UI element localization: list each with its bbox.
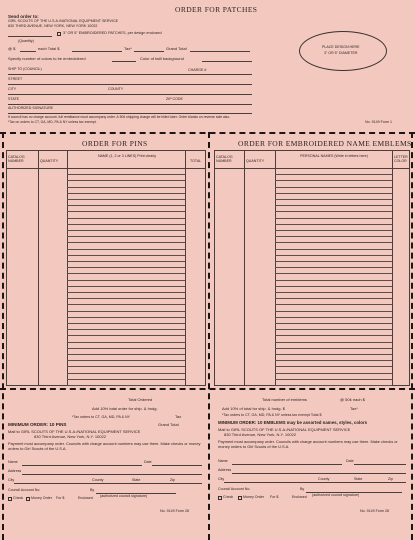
emblems-col-names: PERSONAL NAMES (Write in letters here) [300, 154, 368, 158]
ruled-line [67, 311, 185, 312]
ruled-line [275, 230, 392, 231]
ruled-line [67, 335, 185, 336]
pins-city-field[interactable] [14, 483, 202, 484]
ruled-line [275, 205, 392, 206]
ruled-line [275, 329, 392, 330]
pins-add-fee: Add 10% total order for ship. & hndg. [92, 406, 158, 411]
ruled-line [275, 267, 392, 268]
pins-form-number: No. 9149 Form 28 [160, 509, 189, 513]
ruled-line [275, 304, 392, 305]
pins-address-field[interactable] [22, 474, 202, 475]
total-field[interactable] [72, 51, 122, 52]
ruled-line [67, 249, 185, 250]
emblems-zip-label: Zip [388, 477, 393, 481]
pins-money-order-label: Money Order [31, 496, 52, 500]
emblems-check-checkbox[interactable] [218, 496, 222, 500]
address-line-1: GIRL SCOUTS OF THE U.S.A./NATIONAL EQUIPMENT SERVICE [8, 19, 119, 23]
ruled-line [275, 255, 392, 256]
ruled-line [67, 273, 185, 274]
ruled-line [67, 366, 185, 367]
ruled-line [275, 354, 392, 355]
address-line-2: 830 THIRD AVENUE, NEW YORK, NEW YORK 10022 [8, 24, 98, 28]
emblems-at-each: @ 50¢ each $ [340, 397, 365, 402]
top-note-1: If council has no charge account, full remittance must accompany order. A 50¢ shipping charge will be billed later. Order blanks on reverse side also. [8, 115, 231, 119]
ruled-line [67, 236, 185, 237]
pins-col-name: NAME (1, 2 or 3 LINES) Print clearly [97, 154, 157, 158]
each-total-label: each Total $ [38, 46, 60, 51]
ruled-line [67, 304, 185, 305]
ruled-line [275, 335, 392, 336]
ruled-line [275, 273, 392, 274]
ruled-line [275, 317, 392, 318]
emblems-for-label: For $ [270, 495, 279, 499]
ruled-line [67, 317, 185, 318]
ruled-line [275, 261, 392, 262]
emblems-authorized-label: (authorized council signature) [312, 493, 360, 497]
pins-state-label: State [132, 478, 141, 482]
each-price-field[interactable] [20, 51, 36, 52]
ruled-line [275, 174, 392, 175]
ruled-line [275, 373, 392, 374]
ruled-line [67, 267, 185, 268]
pins-tax-label: Tax [175, 414, 182, 419]
tax-field[interactable] [134, 51, 164, 52]
ruled-line [275, 286, 392, 287]
pins-col-total: TOTAL [190, 159, 202, 163]
pins-check-label: Check [13, 496, 24, 500]
ruled-line [67, 354, 185, 355]
ruled-line [275, 180, 392, 181]
pins-col-quantity: QUANTITY [40, 159, 59, 163]
emblems-address-field[interactable] [232, 473, 406, 474]
pins-name-field[interactable] [22, 465, 142, 466]
pins-payment-note: Payment must accompany order. Councils with charge account numbers may use them. Make checks or money orders to Girl Scouts of the U.S.A. [8, 441, 201, 451]
ruled-line [275, 249, 392, 250]
ruled-line [275, 385, 392, 386]
ruled-line [67, 385, 185, 386]
at-sign: @ $ [8, 46, 16, 51]
ruled-line [275, 187, 392, 188]
emblems-minimum: MINIMUM ORDER: 10 EMBLEMS may be assorted names, styles, colors [218, 420, 368, 425]
pins-check-checkbox[interactable] [8, 497, 12, 501]
ruled-line [67, 379, 185, 380]
ruled-line [67, 174, 185, 175]
city-label: CITY [8, 87, 17, 91]
county-label: COUNTY [108, 87, 124, 91]
ruled-line [67, 205, 185, 206]
pins-date-label: Date [144, 460, 152, 464]
pins-money-order-checkbox[interactable] [26, 497, 30, 501]
emblems-name-rows[interactable] [275, 168, 392, 386]
specify-colors-label: Specify number of colors to be embroidered [8, 56, 86, 61]
pins-title: ORDER FOR PINS [82, 139, 148, 148]
emblems-city-label: City [218, 477, 225, 481]
ruled-line [275, 379, 392, 380]
emblems-tax-note: *Tax orders to CT, GA, MD, PA & NY unless tax exempt Total $ [222, 413, 322, 417]
emblems-name-field[interactable] [232, 464, 342, 465]
ship-to-field[interactable] [8, 74, 252, 75]
ruled-line [275, 242, 392, 243]
ruled-line [275, 280, 392, 281]
ruled-line [275, 311, 392, 312]
emblems-county-label: County [318, 477, 330, 481]
ruled-line [67, 255, 185, 256]
emblems-col-letter-color: LETTER COLOR [394, 155, 408, 163]
ruled-line [67, 292, 185, 293]
pins-grand-total: Grand Total [158, 422, 179, 427]
patch-3in-checkbox[interactable] [57, 32, 61, 36]
emblems-title: ORDER FOR EMBROIDERED NAME EMBLEMS [238, 139, 412, 148]
ruled-line [275, 236, 392, 237]
signature-field[interactable] [8, 113, 252, 114]
ruled-line [67, 348, 185, 349]
street-field[interactable] [8, 84, 252, 85]
ruled-line [67, 342, 185, 343]
ruled-line [275, 360, 392, 361]
grand-total-field[interactable] [190, 51, 250, 52]
ruled-line [67, 286, 185, 287]
ruled-line [67, 199, 185, 200]
street-label: STREET [8, 77, 23, 81]
ruled-line [67, 187, 185, 188]
quantity-label: (Quantity) [18, 39, 34, 43]
patch-options-text: 3" OR 5" EMBROIDERED PATCHES, per design enclosed [63, 31, 162, 35]
state-label: STATE [8, 97, 20, 101]
pins-subtotal: Total Ordered [128, 397, 153, 402]
emblems-col-quantity: QUANTITY [246, 159, 265, 163]
emblems-by-label: By [300, 487, 305, 491]
patch-quantity-field[interactable] [8, 36, 52, 37]
twill-color-field[interactable] [202, 61, 252, 62]
ruled-line [67, 373, 185, 374]
ruled-line [67, 224, 185, 225]
emblems-add-fee: Add 10% of total for ship. & hndg. $ [222, 406, 285, 411]
oval-line-1: PLACE DESIGN HERE [322, 45, 360, 49]
ruled-line [67, 280, 185, 281]
ruled-line [275, 292, 392, 293]
ruled-line [67, 193, 185, 194]
ruled-line [67, 329, 185, 330]
emblems-check-label: Check [223, 495, 234, 499]
twill-color-label: Color of twill background [140, 56, 184, 61]
send-to-label: Send order to: [8, 14, 39, 19]
pins-for-label: For $ [56, 496, 65, 500]
pins-enclosed-label: Enclosed [78, 496, 93, 500]
emblems-money-order-checkbox[interactable] [238, 496, 242, 500]
ruled-line [67, 230, 185, 231]
emblems-mail-address: 830 Third Avenue, New York, N.Y. 10022 [224, 432, 297, 437]
pins-name-rows[interactable] [67, 168, 185, 386]
ruled-line [275, 323, 392, 324]
emblems-date-label: Date [346, 459, 354, 463]
pins-by-label: By [90, 488, 95, 492]
pins-county-label: County [92, 478, 104, 482]
emblems-payment-note: Payment must accompany order. Councils with charge account numbers may use them. Make checks or money orders to Girl Scouts of the U.S.A. [218, 439, 398, 449]
ruled-line [67, 211, 185, 212]
ruled-line [275, 218, 392, 219]
patches-title: ORDER FOR PATCHES [175, 5, 258, 14]
emblems-col-catalog: CATALOG NUMBER [216, 155, 233, 163]
emblems-council-label: Council Account No. [218, 487, 251, 491]
ruled-line [275, 348, 392, 349]
top-form-number: No. 9149 Form 1 [365, 120, 392, 124]
pins-authorized-label: (authorized council signature) [100, 494, 148, 498]
charge-label: CHARGE # [188, 68, 207, 72]
ruled-line [67, 323, 185, 324]
pins-col-catalog: CATALOG NUMBER [8, 155, 25, 163]
pins-city-label: City [8, 478, 15, 482]
ruled-line [275, 298, 392, 299]
ship-to-label: SHIP TO (COUNCIL) [8, 67, 42, 71]
emblems-form-number: No. 9149 Form 28 [360, 509, 389, 513]
emblems-enclosed-label: Enclosed [292, 495, 307, 499]
grand-total-label: Grand Total [166, 46, 187, 51]
ruled-line [67, 360, 185, 361]
pins-mail-address: 830 Third Avenue, New York, N.Y. 10022 [34, 434, 107, 439]
state-field[interactable] [8, 104, 252, 105]
ruled-line [67, 218, 185, 219]
ruled-line [275, 342, 392, 343]
ruled-line [275, 211, 392, 212]
pins-council-label: Council Account No. [8, 488, 41, 492]
ruled-line [67, 261, 185, 262]
pins-name-label: Name [8, 460, 18, 464]
left-cut-line [2, 132, 4, 540]
top-note-2: *Tax on orders to CT, GA, MD, PA & NY unless tax exempt. [8, 120, 97, 124]
zip-label: ZIP CODE [166, 97, 183, 101]
ruled-line [67, 298, 185, 299]
right-cut-line [411, 132, 413, 540]
pins-minimum: MINIMUM ORDER: 10 PINS [8, 422, 67, 427]
ruled-line [67, 242, 185, 243]
ruled-line [67, 180, 185, 181]
pins-address-label: Address [8, 469, 22, 473]
pins-tax-note: *Tax orders to CT, GA, MD, PA & NY [72, 415, 131, 419]
lower-cut-line [0, 388, 415, 390]
emblems-total-label: Total number of emblems [262, 397, 307, 402]
oval-line-2: 3" OR 5" DIAMETER [324, 51, 358, 55]
pins-zip-label: Zip [170, 478, 175, 482]
emblems-date-field[interactable] [354, 464, 406, 465]
emblems-name-label: Name [218, 459, 228, 463]
emblems-city-field[interactable] [224, 482, 406, 483]
emblems-money-order-label: Money Order [243, 495, 264, 499]
pins-date-field[interactable] [152, 465, 202, 466]
emblems-address-label: Address [218, 468, 232, 472]
ruled-line [275, 199, 392, 200]
emblems-state-label: State [354, 477, 363, 481]
colors-count-field[interactable] [112, 61, 136, 62]
city-field[interactable] [8, 94, 252, 95]
authorized-signature-label: AUTHORIZED SIGNATURE [8, 106, 54, 110]
emblems-tax-label: Tax* [350, 406, 358, 411]
ruled-line [275, 224, 392, 225]
tax-label: Tax* [124, 46, 132, 51]
ruled-line [275, 366, 392, 367]
ruled-line [275, 193, 392, 194]
emblems-mail-to: Mail to GIRL SCOUTS OF THE U.S.A./NATIONAL EQUIPMENT SERVICE [218, 427, 351, 432]
middle-cut-line [208, 132, 210, 540]
pins-mail-to: Mail to GIRL SCOUTS OF THE U.S.A./NATIONAL EQUIPMENT SERVICE [8, 429, 141, 434]
